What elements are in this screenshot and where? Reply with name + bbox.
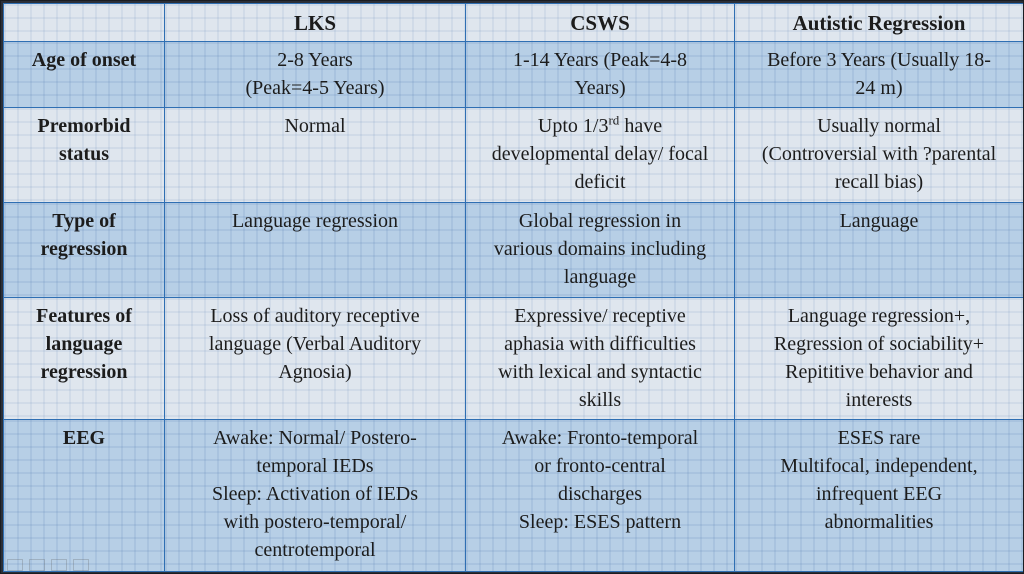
header-autistic-regression: Autistic Regression xyxy=(735,4,1024,42)
cell-line: language (Verbal Auditory xyxy=(208,333,422,355)
cell-line: interests xyxy=(845,389,913,411)
cell-csws-age xyxy=(466,42,735,108)
row-label-age-of-onset: Age of onset xyxy=(4,42,165,108)
header-empty-cell xyxy=(4,4,165,42)
cell-line: language xyxy=(45,333,123,355)
cell-line: Language xyxy=(839,210,919,232)
previous-slide-icon[interactable] xyxy=(7,559,23,571)
cell-line: Years) xyxy=(574,77,626,99)
upto-suffix: have xyxy=(619,115,663,137)
cell-line: 24 m) xyxy=(855,77,903,99)
cell-line: with lexical and syntactic xyxy=(498,361,702,383)
cell-line: Language regression+, xyxy=(787,305,971,327)
table-row-age-of-onset xyxy=(4,42,1024,108)
cell-line: infrequent EEG xyxy=(815,483,943,505)
cell-autistic-premorbid xyxy=(735,108,1024,203)
cell-line: regression xyxy=(40,361,128,383)
superscript-rd: rd xyxy=(608,112,620,128)
table-row-type-of-regression xyxy=(4,203,1024,298)
cell-line: developmental delay/ focal xyxy=(491,143,709,165)
cell-line: Type of xyxy=(52,210,116,232)
cell-line: regression xyxy=(40,238,128,260)
cell-line: Expressive/ receptive xyxy=(514,305,686,327)
cell-line: 1-14 Years (Peak=4-8 xyxy=(512,49,688,71)
upto-prefix: Upto 1/3 xyxy=(537,115,609,137)
pen-icon[interactable] xyxy=(29,559,45,571)
cell-csws-eeg xyxy=(466,420,735,572)
row-label-eeg: EEG xyxy=(4,420,165,572)
cell-autistic-type xyxy=(735,203,1024,298)
cell-line: Regression of sociability+ xyxy=(773,333,985,355)
cell-csws-type xyxy=(466,203,735,298)
cell-line: Before 3 Years (Usually 18- xyxy=(767,49,991,71)
menu-icon[interactable] xyxy=(51,559,67,571)
cell-line: Agnosia) xyxy=(278,361,352,383)
cell-line: (Peak=4-5 Years) xyxy=(245,77,385,99)
cell-autistic-age xyxy=(735,42,1024,108)
comparison-table xyxy=(3,3,1024,572)
cell-lks-type xyxy=(165,203,466,298)
cell-line: Repititive behavior and xyxy=(785,361,973,383)
cell-line: recall bias) xyxy=(834,171,924,193)
cell-line: Usually normal xyxy=(817,115,941,137)
cell-line-upto xyxy=(472,112,728,140)
cell-line: with postero-temporal/ xyxy=(223,511,407,533)
cell-autistic-features xyxy=(735,298,1024,420)
cell-line: Multifocal, independent, xyxy=(780,455,978,477)
cell-line: discharges xyxy=(557,483,643,505)
cell-line: 2-8 Years xyxy=(277,49,353,71)
cell-lks-eeg xyxy=(165,420,466,572)
cell-line: Sleep: Activation of IEDs xyxy=(211,483,419,505)
row-label-type-of-regression xyxy=(4,203,165,298)
cell-line: Language regression xyxy=(231,210,399,232)
header-csws: CSWS xyxy=(466,4,735,42)
row-label-features-of-language-regression xyxy=(4,298,165,420)
cell-line: various domains including xyxy=(493,238,707,260)
cell-line: aphasia with difficulties xyxy=(504,333,696,355)
slide-show-controls[interactable] xyxy=(7,559,89,571)
cell-line: Awake: Fronto-temporal xyxy=(501,427,699,449)
cell-lks-premorbid xyxy=(165,108,466,203)
cell-csws-features xyxy=(466,298,735,420)
cell-line: skills xyxy=(578,389,622,411)
cell-autistic-eeg xyxy=(735,420,1024,572)
table-row-features-of-language-regression xyxy=(4,298,1024,420)
cell-csws-premorbid xyxy=(466,108,735,203)
cell-line: language xyxy=(563,266,637,288)
cell-line: or fronto-central xyxy=(534,455,666,477)
cell-lks-age xyxy=(165,42,466,108)
cell-line: Features of xyxy=(36,305,132,327)
table-row-eeg xyxy=(4,420,1024,572)
cell-line: Awake: Normal/ Postero- xyxy=(213,427,417,449)
cell-line: centrotemporal xyxy=(254,539,376,561)
cell-line: Normal xyxy=(284,115,346,137)
cell-line: temporal IEDs xyxy=(256,455,374,477)
cell-line: deficit xyxy=(574,171,626,193)
cell-line: Premorbid xyxy=(37,115,131,137)
cell-line: Sleep: ESES pattern xyxy=(518,511,682,533)
cell-line: abnormalities xyxy=(824,511,934,533)
cell-line: ESES rare xyxy=(837,427,921,449)
header-lks: LKS xyxy=(165,4,466,42)
row-label-premorbid-status xyxy=(4,108,165,203)
cell-line: Loss of auditory receptive xyxy=(210,305,420,327)
cell-line: status xyxy=(58,143,109,165)
table-row-premorbid-status xyxy=(4,108,1024,203)
next-slide-icon[interactable] xyxy=(73,559,89,571)
header-row xyxy=(4,4,1024,42)
cell-lks-features xyxy=(165,298,466,420)
cell-line: Global regression in xyxy=(518,210,682,232)
cell-line: (Controversial with ?parental xyxy=(761,143,997,165)
